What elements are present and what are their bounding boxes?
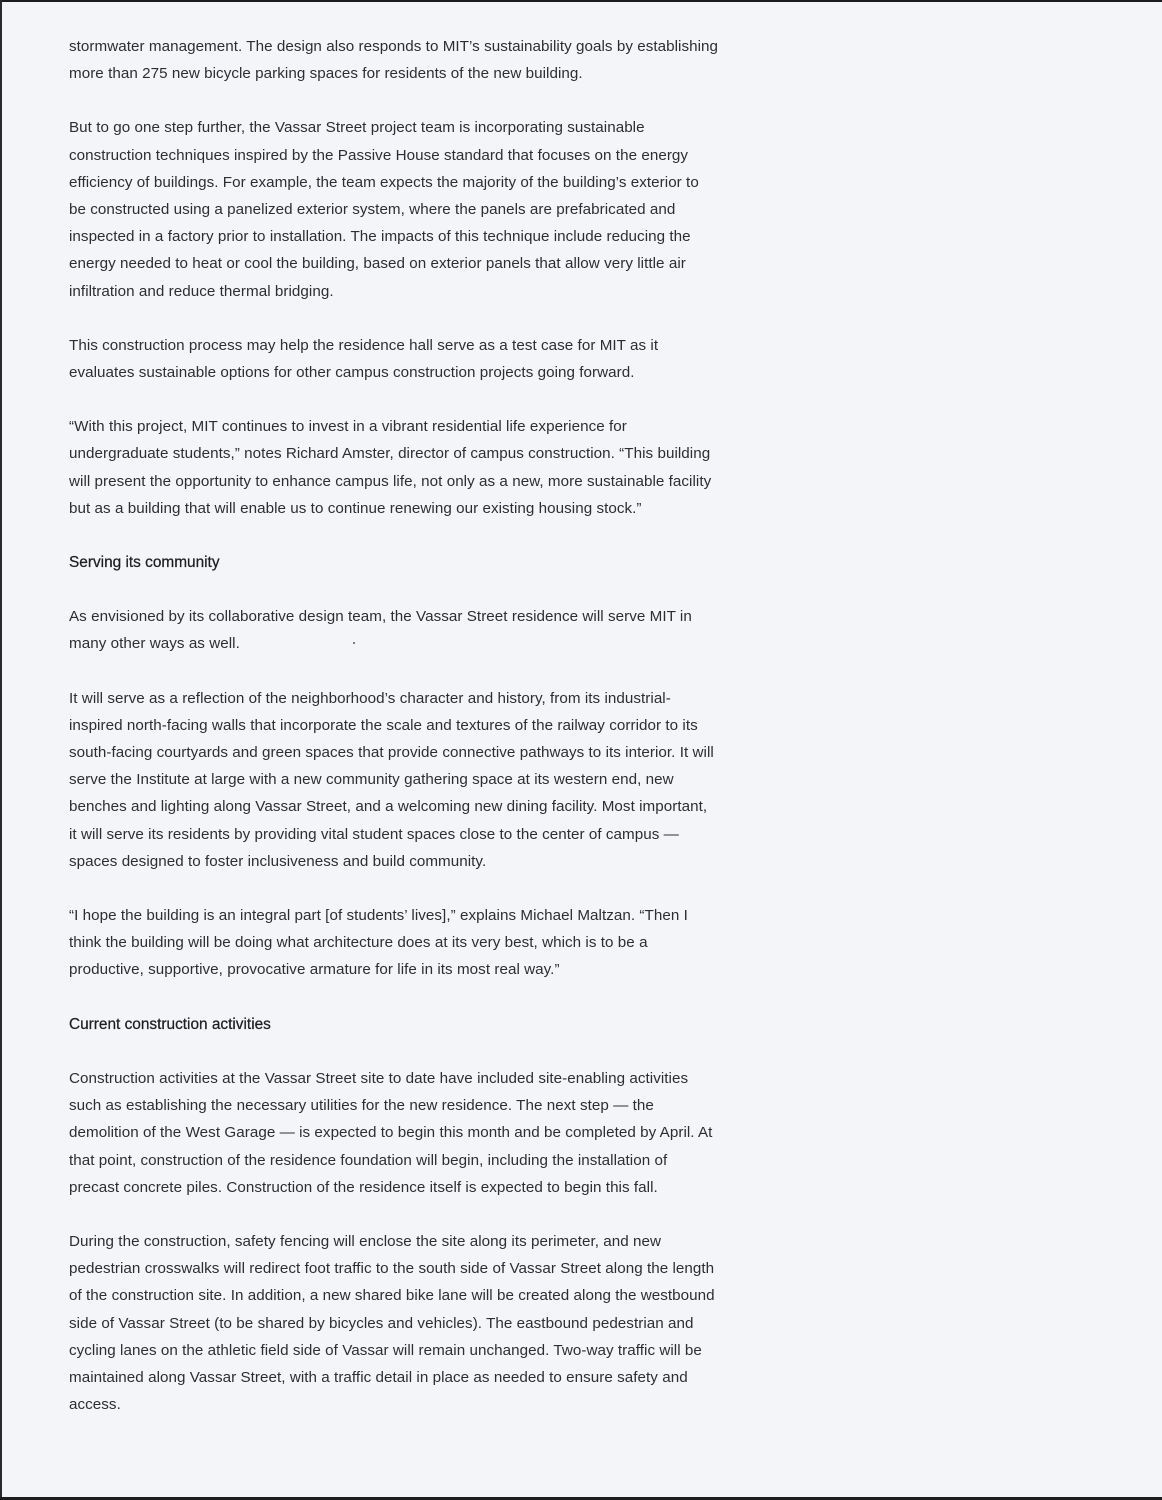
section-heading: Current construction activities	[69, 1015, 271, 1033]
text-line: be constructed using a panelized exterior system, where the panels are prefabricated and	[69, 201, 676, 219]
body-paragraph	[69, 114, 769, 304]
text-line: efficiency of buildings. For example, the team expects the majority of the building’s exterior to	[69, 173, 699, 191]
text-line: construction techniques inspired by the Passive House standard that focuses on the energy	[69, 146, 689, 164]
text-line: infiltration and reduce thermal bridging.	[69, 282, 334, 300]
text-line: Construction activities at the Vassar Street site to date have included site-enabling activities	[69, 1069, 689, 1087]
text-line: access.	[69, 1396, 121, 1414]
text-line: that point, construction of the residence foundation will begin, including the installation of	[69, 1151, 668, 1169]
body-paragraph	[69, 603, 769, 657]
text-line: serve the Institute at large with a new community gathering space at its western end, new	[69, 771, 674, 789]
text-line: But to go one step further, the Vassar Street project team is incorporating sustainable	[69, 119, 645, 137]
body-paragraph	[69, 332, 769, 386]
text-line: evaluates sustainable options for other campus construction projects going forward.	[69, 364, 635, 382]
text-line: but as a building that will enable us to continue renewing our existing housing stock.”	[69, 499, 642, 517]
text-line: productive, supportive, provocative armature for life in its most real way.”	[69, 961, 560, 979]
body-paragraph	[69, 685, 769, 875]
body-paragraph	[69, 902, 769, 984]
text-line: will present the opportunity to enhance campus life, not only as a new, more sustainable facility	[69, 472, 712, 490]
text-line: spaces designed to foster inclusiveness and build community.	[69, 852, 487, 870]
body-paragraph	[69, 413, 769, 522]
text-line: precast concrete piles. Construction of the residence itself is expected to begin this fall.	[69, 1178, 658, 1196]
text-line: “With this project, MIT continues to invest in a vibrant residential life experience for	[69, 418, 627, 436]
text-line: During the construction, safety fencing will enclose the site along its perimeter, and new	[69, 1232, 662, 1250]
text-line: many other ways as well.	[69, 635, 240, 653]
text-line: This construction process may help the residence hall serve as a test case for MIT as it	[69, 336, 659, 354]
text-line: maintained along Vassar Street, with a traffic detail in place as needed to ensure safety and	[69, 1368, 688, 1386]
text-line: “I hope the building is an integral part [of students’ lives],” explains Michael Maltzan. “Then I	[69, 907, 688, 925]
text-line: inspired north-facing walls that incorporate the scale and textures of the railway corridor to its	[69, 716, 698, 734]
body-paragraph	[69, 33, 769, 87]
section-heading: Serving its community	[69, 554, 220, 572]
text-line: undergraduate students,” notes Richard Amster, director of campus construction. “This building	[69, 445, 711, 463]
text-line: think the building will be doing what architecture does at its very best, which is to be a	[69, 934, 648, 952]
text-line: it will serve its residents by providing vital student spaces close to the center of campus —	[69, 825, 679, 843]
text-line: pedestrian crosswalks will redirect foot traffic to the south side of Vassar Street along the length	[69, 1260, 715, 1278]
document-body	[69, 33, 769, 1445]
text-line: more than 275 new bicycle parking spaces for residents of the new building.	[69, 65, 583, 83]
text-line: It will serve as a reflection of the neighborhood’s character and history, from its industrial-	[69, 689, 671, 707]
text-line: side of Vassar Street (to be shared by bicycles and vehicles). The eastbound pedestrian and	[69, 1314, 694, 1332]
text-line: benches and lighting along Vassar Street, and a welcoming new dining facility. Most important,	[69, 798, 708, 816]
text-line: As envisioned by its collaborative design team, the Vassar Street residence will serve MIT in	[69, 608, 692, 626]
body-paragraph	[69, 1228, 769, 1418]
text-line: south-facing courtyards and green spaces that provide connective pathways to its interior. It will	[69, 744, 714, 762]
text-line: demolition of the West Garage — is expected to begin this month and be completed by April. At	[69, 1124, 713, 1142]
text-line: of the construction site. In addition, a new shared bike lane will be created along the westbound	[69, 1287, 715, 1305]
page-edge-top	[0, 0, 1162, 2]
text-line: cycling lanes on the athletic field side of Vassar will remain unchanged. Two-way traffic will be	[69, 1341, 702, 1359]
text-line: stormwater management. The design also responds to MIT’s sustainability goals by establishing	[69, 38, 719, 55]
body-paragraph	[69, 1065, 769, 1201]
page-edge-left	[0, 0, 2, 1500]
text-line: such as establishing the necessary utilities for the new residence. The next step — the	[69, 1097, 654, 1115]
text-line: energy needed to heat or cool the building, based on exterior panels that allow very little air	[69, 255, 686, 273]
text-line: inspected in a factory prior to installation. The impacts of this technique include reducing the	[69, 228, 691, 246]
